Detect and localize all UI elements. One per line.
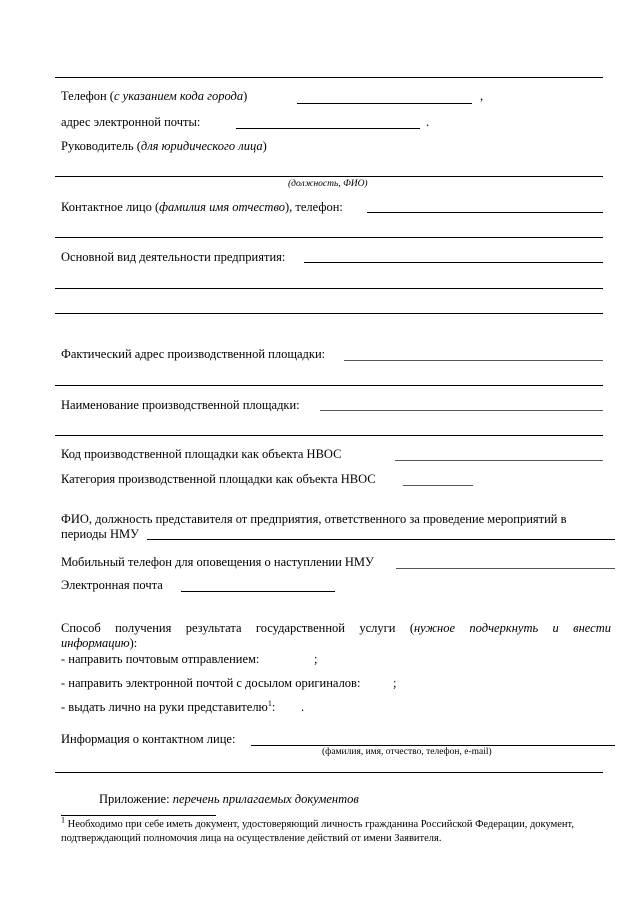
method-option-post[interactable]: - направить почтовым отправлением: <box>61 652 260 666</box>
footnote-mark: 1 <box>61 815 65 825</box>
site-name-field[interactable] <box>320 410 603 411</box>
contact-info-label: Информация о контактном лице: <box>61 732 236 746</box>
director-hint: для юридического лица <box>140 139 263 153</box>
email-field[interactable] <box>236 128 420 129</box>
method-option-email[interactable]: - направить электронной почтой с досылом оригиналов: <box>61 676 361 690</box>
director-label: Руководитель (для юридического лица) <box>61 139 267 153</box>
contact-hint: фамилия имя отчество <box>159 200 285 214</box>
activity-field[interactable] <box>304 262 603 263</box>
method-option-in-person-period: . <box>301 700 305 714</box>
site-name-field-line2[interactable] <box>55 435 603 436</box>
method-hint-1: нужное подчеркнуть и внести <box>413 621 611 635</box>
email-label: адрес электронной почты: <box>61 115 201 129</box>
director-caption: (должность, ФИО) <box>288 179 368 189</box>
site-code-field[interactable] <box>395 460 603 461</box>
method-hint-2: информацию <box>61 636 130 650</box>
phone-hint: с указанием кода города <box>113 89 244 103</box>
footnote-line2: подтверждающий полномочия лица на осуществление действий от имени Заявителя. <box>61 833 442 844</box>
footnote-ref: 1 <box>267 698 272 708</box>
site-category-label: Категория производственной площадки как объекта НВОС <box>61 472 376 486</box>
method-option-post-semicolon: ; <box>314 652 318 666</box>
activity-label: Основной вид деятельности предприятия: <box>61 250 286 264</box>
activity-field-line2[interactable] <box>55 288 603 289</box>
appendix-value: перечень прилагаемых документов <box>172 792 359 806</box>
site-code-label: Код производственной площадки как объекта НВОС <box>61 447 342 461</box>
footnote-line1: $^1$ Необходимо при себе иметь документ, удостоверяющий личность гражданина Российской Федерации, документ, <box>61 815 574 830</box>
appendix: Приложение: перечень прилагаемых документов <box>99 792 359 806</box>
actual-address-field-line2[interactable] <box>55 385 603 386</box>
site-category-field[interactable] <box>403 485 473 486</box>
method-label-line1: Способ получения результата государственной услуги (нужное подчеркнуть и внести <box>61 621 611 635</box>
phone-comma: , <box>480 89 484 103</box>
mobile-field[interactable] <box>396 568 615 569</box>
contact-label: Контактное лицо (фамилия имя отчество), телефон: <box>61 200 343 214</box>
actual-address-field[interactable] <box>344 360 603 361</box>
director-field[interactable] <box>55 176 603 177</box>
method-option-email-semicolon: ; <box>393 676 397 690</box>
contact-info-field[interactable] <box>251 745 615 746</box>
contact-field-line2[interactable] <box>55 237 603 238</box>
method-option-in-person[interactable]: - выдать лично на руки представителю$^1$: <box>61 698 276 714</box>
phone-field[interactable] <box>297 103 472 104</box>
actual-address-label: Фактический адрес производственной площадки: <box>61 347 326 361</box>
representative-label-line1: ФИО, должность представителя от предприятия, ответственного за проведение мероприятий в <box>61 512 567 526</box>
bottom-rule <box>55 772 603 773</box>
representative-field[interactable] <box>147 539 615 540</box>
mobile-label: Мобильный телефон для оповещения о наступлении НМУ <box>61 555 374 569</box>
phone-label: Телефон (с указанием кода города) <box>61 89 248 103</box>
contact-field[interactable] <box>367 212 603 213</box>
method-label-line2: информацию): <box>61 636 138 650</box>
e-mail-field[interactable] <box>181 591 335 592</box>
representative-label-line2: периоды НМУ <box>61 527 139 541</box>
footnote-separator <box>61 815 216 816</box>
contact-info-caption: (фамилия, имя, отчество, телефон, e-mail) <box>322 747 492 757</box>
activity-field-line3[interactable] <box>55 313 603 314</box>
site-name-label: Наименование производственной площадки: <box>61 398 300 412</box>
email-period: . <box>426 115 430 129</box>
e-mail-label: Электронная почта <box>61 578 163 592</box>
top-rule <box>55 77 603 78</box>
